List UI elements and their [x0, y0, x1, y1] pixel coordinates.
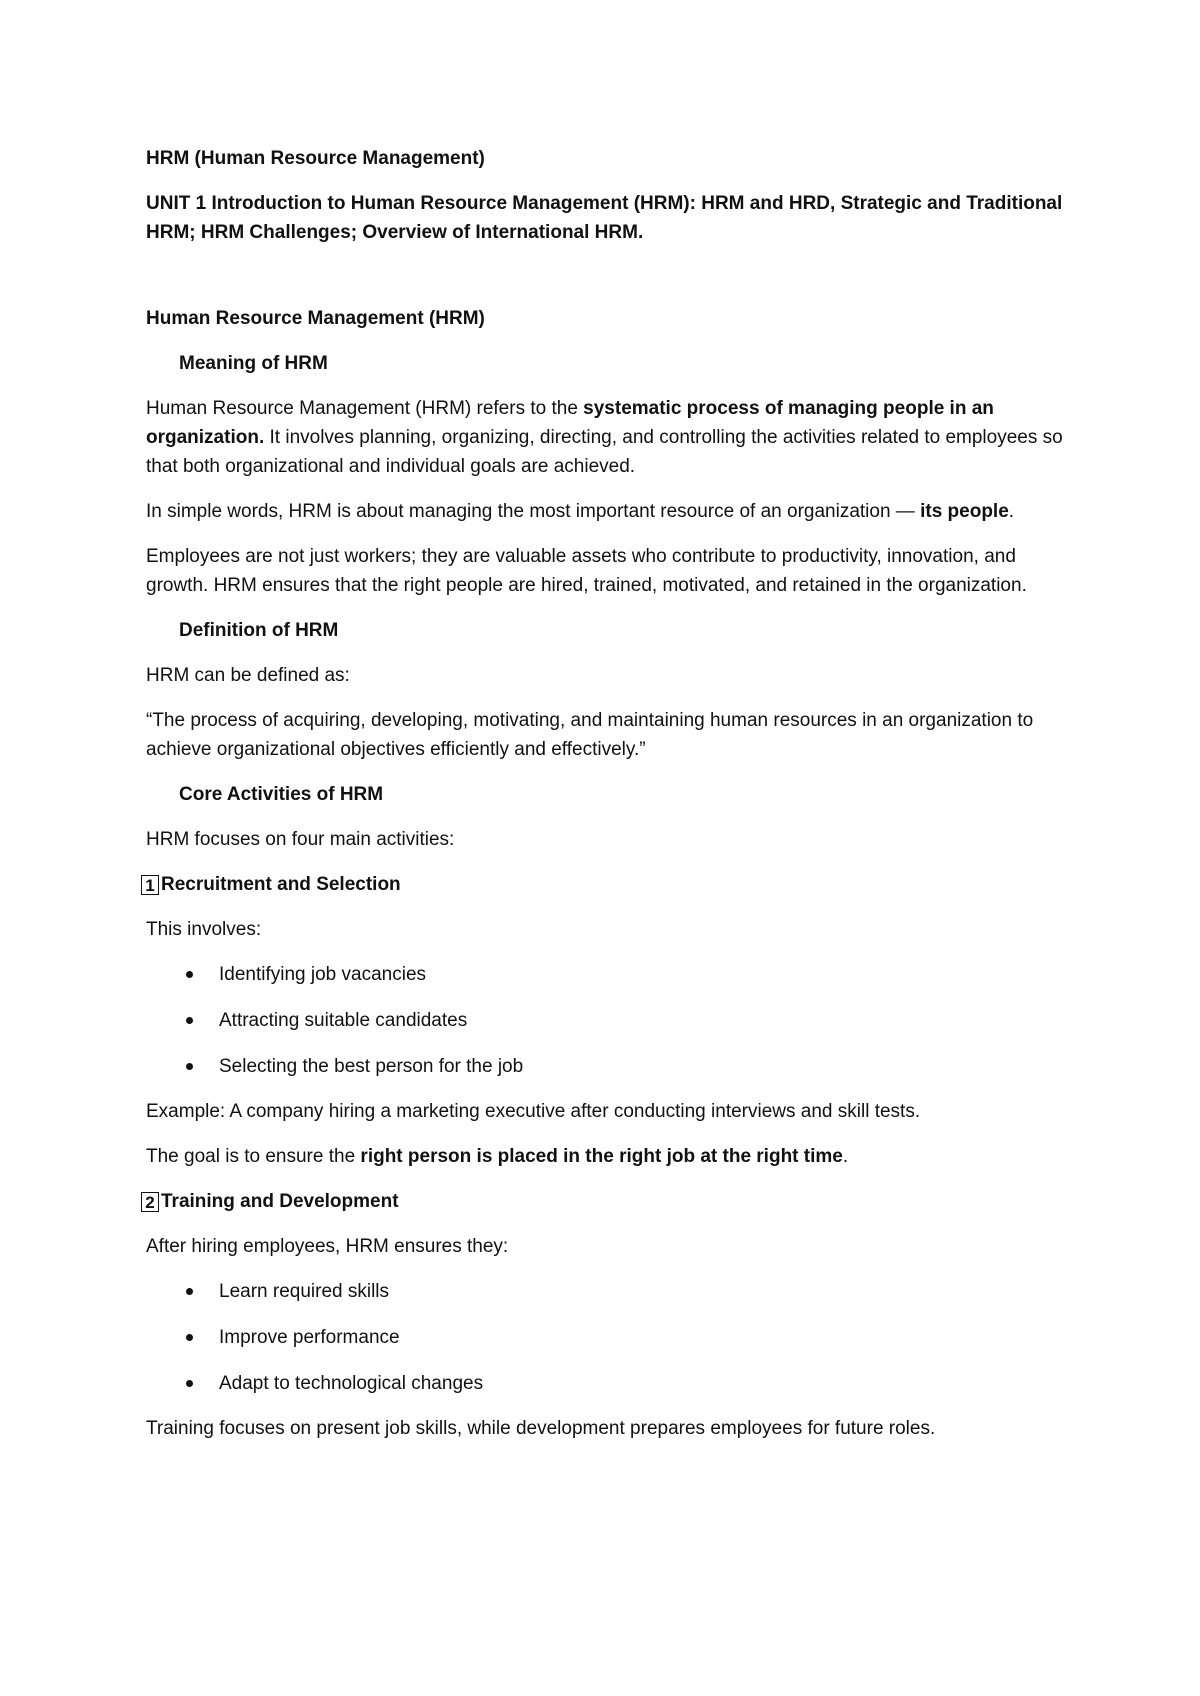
meaning-p2-start: In simple words, HRM is about managing the most important resource of an organization — [146, 501, 921, 522]
meaning-paragraph-2 [146, 497, 1066, 526]
definition-heading: Definition of HRM [179, 620, 339, 641]
core-activities-heading: Core Activities of HRM [179, 784, 384, 805]
list-item-text: Identifying job vacancies [219, 964, 427, 985]
bullet-icon [186, 971, 193, 978]
core-activities-intro: HRM focuses on four main activities: [146, 829, 455, 850]
goal-bold: right person is placed in the right job at the right time [360, 1146, 843, 1167]
number-1-icon: 1 [141, 875, 159, 895]
meaning-paragraph-1 [146, 394, 1066, 481]
list-item [146, 960, 1066, 989]
document-body [146, 144, 1066, 1459]
meaning-p1-bold: systematic process of managing people in an organization. [146, 398, 994, 448]
meaning-p2-bold: its people [920, 501, 1009, 522]
list-item [146, 1323, 1066, 1352]
meaning-p2-end: . [1008, 501, 1015, 522]
bullet-icon [186, 1380, 193, 1387]
activity-1-goal [146, 1142, 1066, 1171]
bullet-icon [186, 1334, 193, 1341]
unit-heading: UNIT 1 Introduction to Human Resource Management (HRM): HRM and HRD, Strategic and Traditional HRM; HRM Challenges; Overview of International HRM. [146, 193, 1063, 243]
meaning-p1-start: Human Resource Management (HRM) refers to the [146, 398, 584, 419]
definition-quote: “The process of acquiring, developing, motivating, and maintaining human resources in an organization to achieve organizational objectives efficiently and effectively.” [146, 710, 1034, 760]
document-title: HRM (Human Resource Management) [146, 148, 485, 169]
activity-2-closing: Training focuses on present job skills, while development prepares employees for future roles. [146, 1418, 936, 1439]
activity-1-example: Example: A company hiring a marketing executive after conducting interviews and skill tests. [146, 1101, 921, 1122]
activity-1-title: Recruitment and Selection [161, 874, 401, 895]
meaning-p1-end: It involves planning, organizing, directing, and controlling the activities related to employees so that both organizational and individual goals are achieved. [146, 427, 1063, 477]
activity-1-bullet-list [146, 960, 1066, 1081]
definition-intro: HRM can be defined as: [146, 665, 350, 686]
meaning-paragraph-3: Employees are not just workers; they are valuable assets who contribute to productivity, innovation, and growth. HRM ensures that the right people are hired, trained, motivated, and retained in the organization. [146, 546, 1027, 596]
list-item-text: Adapt to technological changes [219, 1373, 484, 1394]
list-item [146, 1277, 1066, 1306]
bullet-icon [186, 1017, 193, 1024]
activity-2-bullet-list [146, 1277, 1066, 1398]
bullet-icon [186, 1288, 193, 1295]
goal-end: . [842, 1146, 849, 1167]
list-item [146, 1052, 1066, 1081]
goal-start: The goal is to ensure the [146, 1146, 361, 1167]
number-2-icon: 2 [141, 1192, 159, 1212]
meaning-heading: Meaning of HRM [179, 353, 328, 374]
activity-1-intro: This involves: [146, 919, 262, 940]
list-item-text: Improve performance [219, 1327, 400, 1348]
activity-2-heading [141, 1187, 1066, 1216]
list-item [146, 1369, 1066, 1398]
activity-2-title: Training and Development [161, 1191, 399, 1212]
activity-2-intro: After hiring employees, HRM ensures they: [146, 1236, 509, 1257]
section-title: Human Resource Management (HRM) [146, 308, 485, 329]
list-item-text: Attracting suitable candidates [219, 1010, 468, 1031]
list-item [146, 1006, 1066, 1035]
list-item-text: Selecting the best person for the job [219, 1056, 524, 1077]
activity-1-heading [141, 870, 1066, 899]
list-item-text: Learn required skills [219, 1281, 390, 1302]
bullet-icon [186, 1063, 193, 1070]
